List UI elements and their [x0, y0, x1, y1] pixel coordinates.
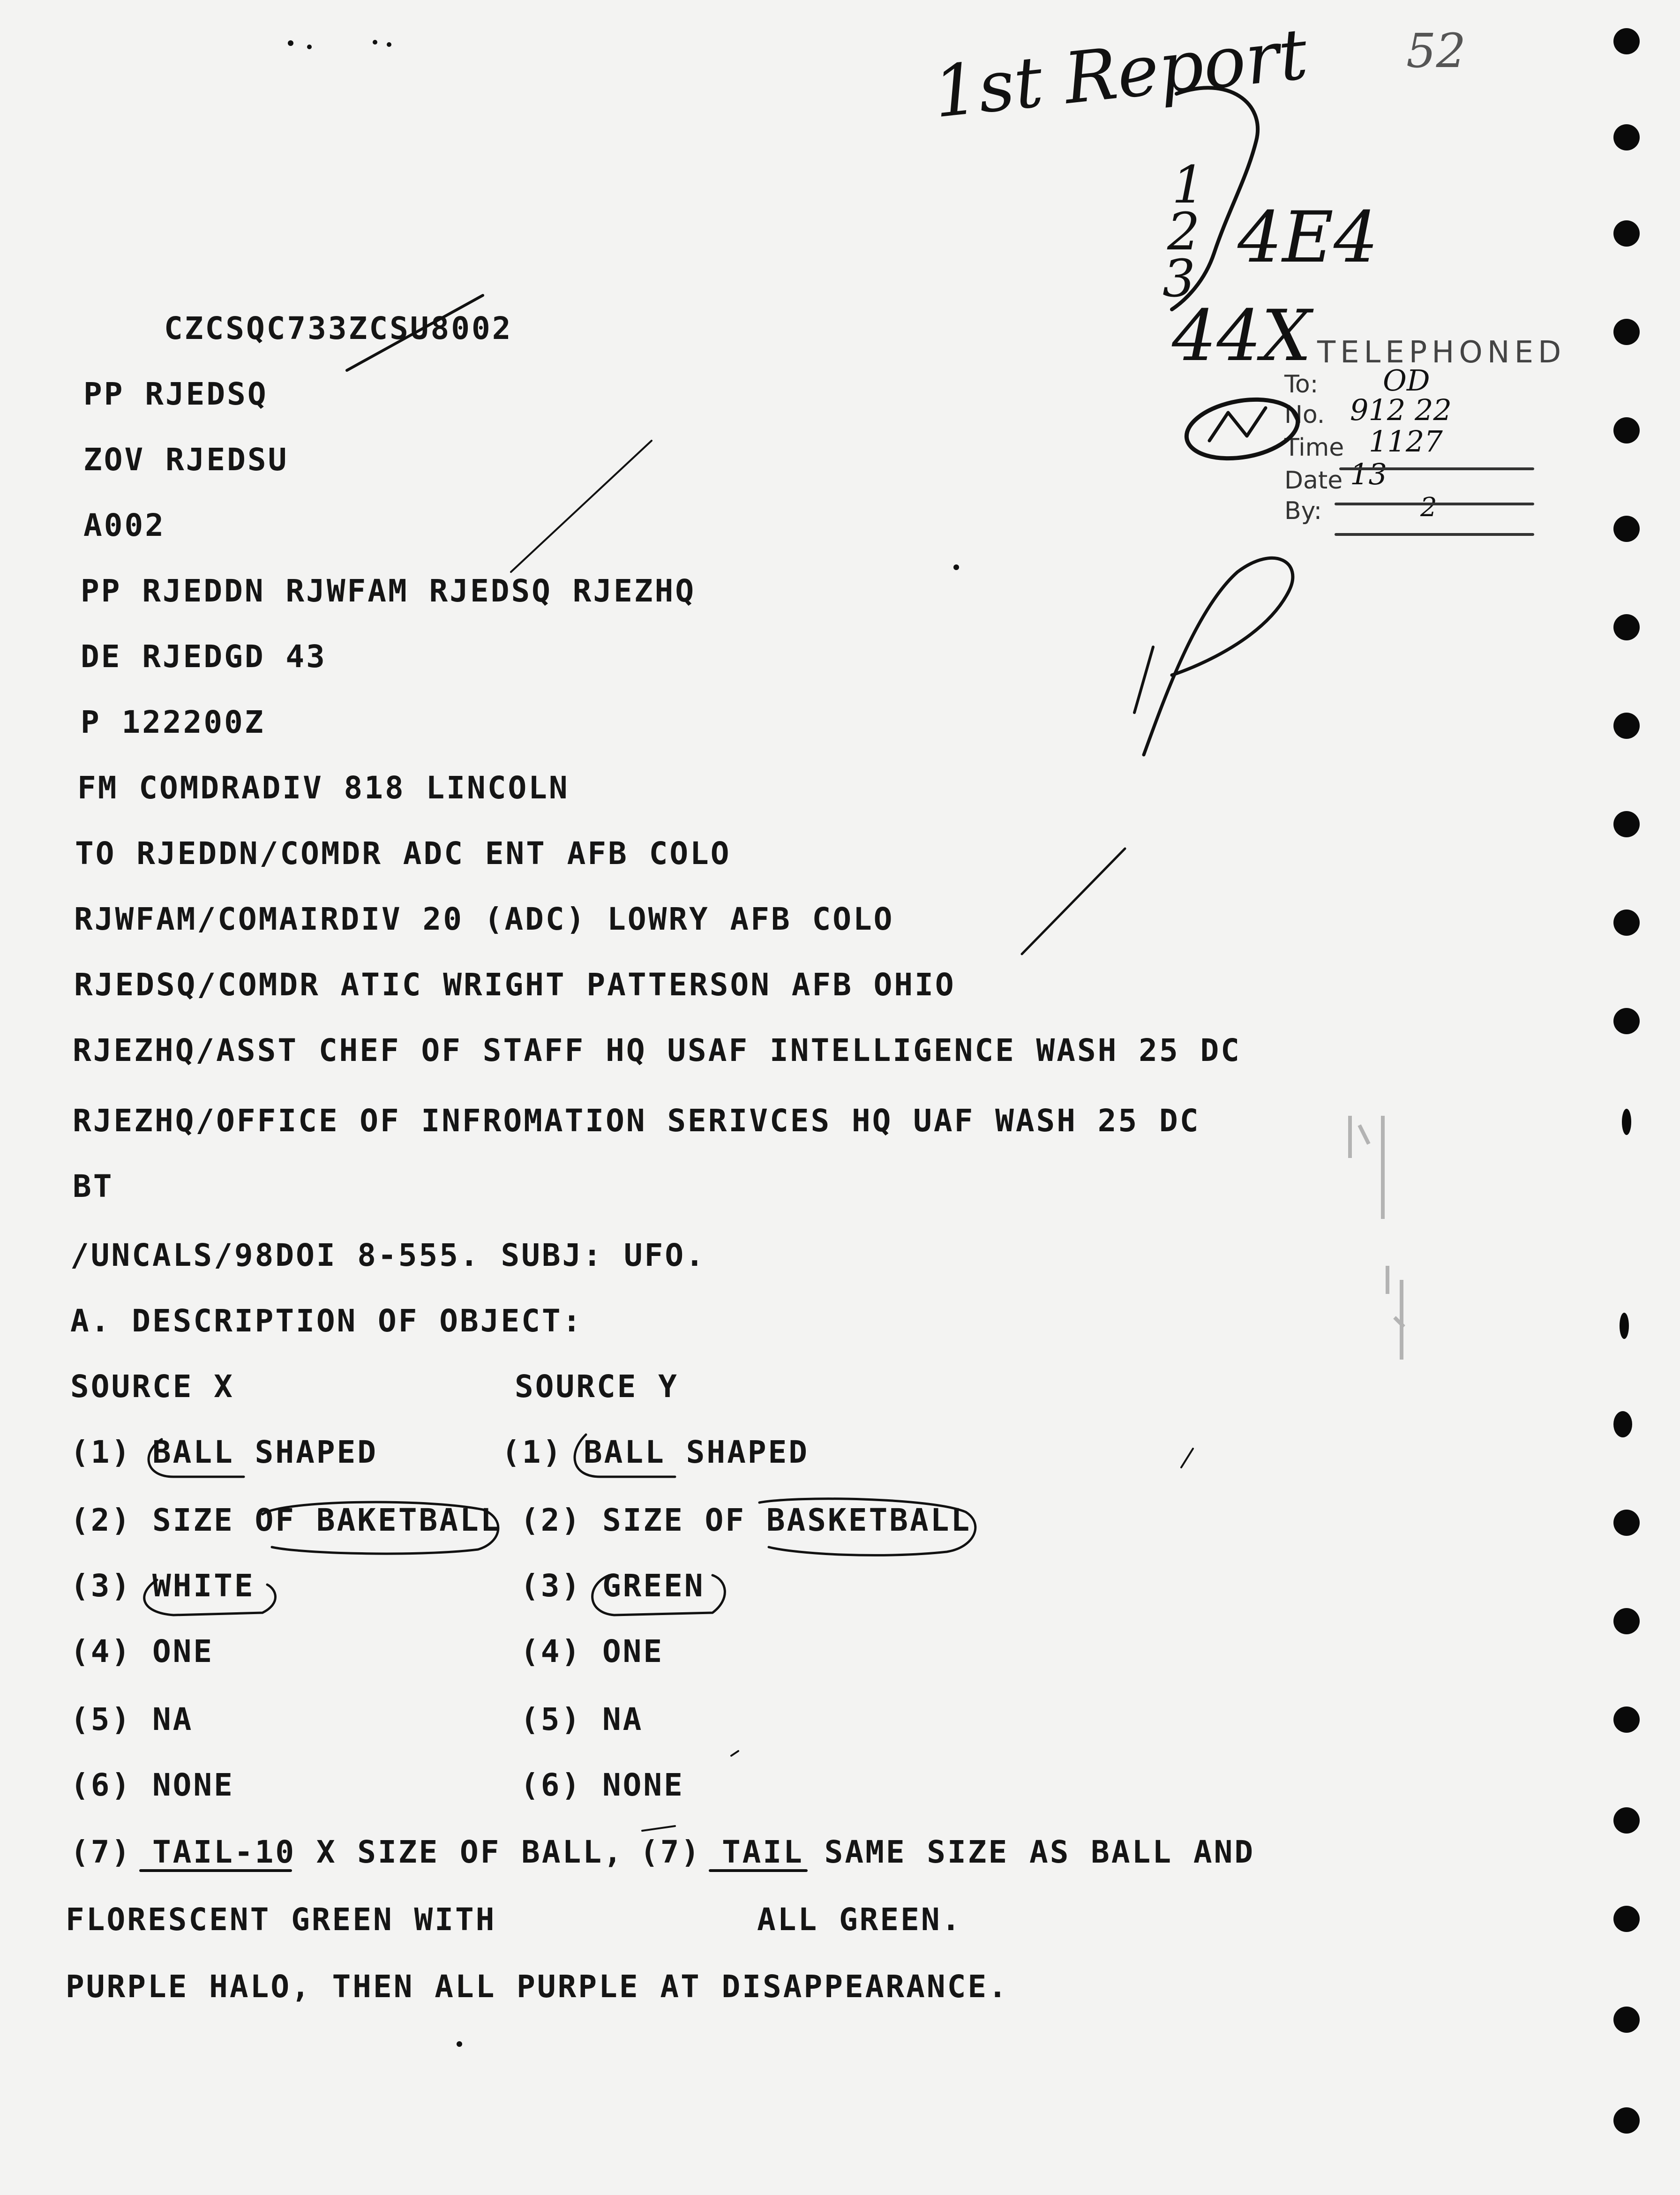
handwritten-number-1: 1 — [1172, 155, 1205, 215]
source-y-label: SOURCE Y — [515, 1368, 679, 1405]
punch-hole — [1613, 1906, 1640, 1932]
punch-hole — [1613, 516, 1640, 542]
addressee-line-3: RJEDSQ/COMDR ATIC WRIGHT PATTERSON AFB OHIO — [74, 967, 956, 1003]
addressee-line-5: RJEZHQ/OFFICE OF INFROMATION SERIVCES HQ UAF WASH 25 DC — [73, 1103, 1200, 1139]
precedence-line-1: PP RJEDSQ — [83, 376, 268, 412]
punch-hole — [1622, 1109, 1631, 1135]
punch-hole — [1613, 124, 1640, 150]
source-x-item-3: (3) WHITE — [70, 1568, 255, 1604]
punch-hole — [1613, 2107, 1640, 2134]
circle-basketball — [759, 1499, 975, 1556]
source-y-item-3: (3) GREEN — [520, 1568, 705, 1604]
a002-line: A002 — [83, 507, 165, 543]
handwritten-file-number: 52 — [1406, 23, 1466, 78]
punch-hole — [1613, 910, 1640, 936]
subject-line: /UNCALS/98DOI 8-555. SUBJ: UFO. — [70, 1237, 706, 1273]
zov-line: ZOV RJEDSU — [83, 442, 289, 478]
punch-hole — [1613, 417, 1640, 444]
source-x-item-5: (5) NA — [70, 1701, 194, 1737]
handwritten-code-a: 4E4 — [1238, 197, 1379, 278]
routing-code-line: CZCSQC733ZCSU8002 — [164, 310, 513, 346]
stamp-time-label: Time — [1284, 434, 1344, 462]
punch-hole — [1613, 2007, 1640, 2033]
report-label-flourish — [1172, 88, 1258, 309]
datetime-group-line: P 122200Z — [81, 704, 265, 740]
from-line: FM COMDRADIV 818 LINCOLN — [77, 770, 570, 806]
circle-ball-x — [149, 1439, 244, 1477]
punch-hole — [1613, 614, 1640, 640]
punch-hole — [1613, 1510, 1640, 1536]
stamp-title: TELEPHONED — [1317, 335, 1566, 370]
circle-white — [144, 1580, 276, 1615]
source-y-item-7-continued: ALL GREEN. — [757, 1902, 962, 1938]
handwritten-number-3: 3 — [1162, 248, 1195, 308]
addressee-line-4: RJEZHQ/ASST CHEF OF STAFF HQ USAF INTELLIGENCE WASH 25 DC — [73, 1032, 1241, 1068]
punch-hole — [1613, 1706, 1640, 1733]
punch-hole — [1613, 319, 1640, 345]
punch-hole — [1613, 713, 1640, 739]
stamp-time-value: 1127 — [1369, 424, 1443, 459]
source-x-label: SOURCE X — [70, 1368, 234, 1405]
stamp-date-label: Date — [1284, 466, 1343, 495]
source-y-item-5: (5) NA — [520, 1701, 644, 1737]
section-a-heading: A. DESCRIPTION OF OBJECT: — [70, 1303, 583, 1339]
stamp-no-value: 912 22 — [1350, 393, 1452, 427]
source-y-item-7: (7) TAIL SAME SIZE AS BALL AND — [640, 1834, 1255, 1870]
stamp-to-value: OD — [1383, 363, 1430, 398]
to-line: TO RJEDDN/COMDR ADC ENT AFB COLO — [75, 835, 731, 872]
handwritten-report-label: 1st Report — [930, 13, 1312, 134]
punch-hole — [1613, 28, 1640, 54]
punch-hole — [1613, 1008, 1640, 1034]
stamp-to-label: To: — [1284, 370, 1319, 398]
de-line: DE RJEDGD 43 — [81, 639, 327, 675]
source-y-item-1: (1) BALL SHAPED — [502, 1434, 810, 1470]
circle-ball-y — [575, 1435, 675, 1477]
precedence-line-2: PP RJEDDN RJWFAM RJEDSQ RJEZHQ — [81, 573, 696, 609]
source-x-item-7: (7) TAIL-10 X SIZE OF BALL, — [70, 1834, 624, 1870]
source-x-item-1: (1) BALL SHAPED — [70, 1434, 378, 1470]
handwritten-number-2: 2 — [1167, 202, 1200, 262]
punch-hole — [1613, 1807, 1640, 1834]
source-x-item-2: (2) SIZE OF BAKETBALL — [70, 1502, 501, 1538]
punch-hole — [1613, 811, 1640, 837]
closing-description-line: PURPLE HALO, THEN ALL PURPLE AT DISAPPEARANCE. — [66, 1969, 1009, 2005]
break-line: BT — [73, 1168, 114, 1204]
punch-hole — [1613, 1608, 1640, 1634]
stamp-date-value: 13 — [1350, 457, 1387, 491]
handwritten-code-b: 44X — [1172, 295, 1312, 377]
circle-baketball — [262, 1502, 498, 1554]
source-x-item-6: (6) NONE — [70, 1767, 234, 1803]
stamp-by-value: 2 — [1420, 492, 1437, 523]
source-x-item-7-continued: FLORESCENT GREEN WITH — [66, 1902, 496, 1938]
source-x-item-4: (4) ONE — [70, 1633, 214, 1669]
punch-hole — [1613, 220, 1640, 247]
addressee-line-2: RJWFAM/COMAIRDIV 20 (ADC) LOWRY AFB COLO — [74, 901, 894, 937]
punch-hole — [1620, 1313, 1629, 1339]
initial-mark — [1144, 558, 1293, 755]
source-y-item-6: (6) NONE — [520, 1767, 684, 1803]
stamp-by-label: By: — [1284, 497, 1322, 525]
punch-hole — [1613, 1411, 1632, 1437]
source-y-item-2: (2) SIZE OF BASKETBALL — [520, 1502, 972, 1538]
stamp-no-label: No. — [1284, 401, 1325, 429]
source-y-item-4: (4) ONE — [520, 1633, 664, 1669]
circle-green — [592, 1575, 725, 1615]
